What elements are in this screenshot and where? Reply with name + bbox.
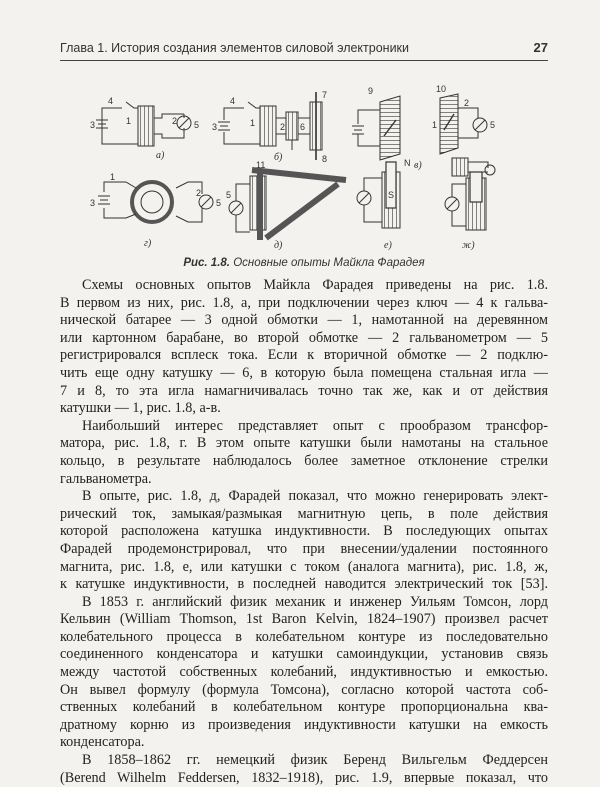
svg-text:3: 3: [212, 122, 218, 132]
text-line: гальванометра.: [60, 470, 152, 487]
chapter-title: Глава 1. История создания элементов силовой электроники: [60, 41, 410, 55]
svg-text:2: 2: [464, 98, 470, 108]
text-line: между частотой собственных колебаний, индуктивностью и емкостью.: [60, 664, 548, 681]
svg-text:6: 6: [300, 122, 306, 132]
panel-zh-diagram: [445, 172, 486, 230]
text-line: 7 и 8, то эта игла намагничивалась точно так же, как и от действия: [60, 382, 548, 399]
svg-text:4: 4: [108, 96, 114, 106]
caption-label: Рис. 1.8.: [183, 257, 230, 269]
svg-text:1: 1: [110, 172, 116, 182]
text-line: которой расположена катушка индуктивности. В последующих опытах: [60, 523, 548, 540]
text-line: Схемы основных опытов Майкла Фарадея приведены на рис. 1.8.: [82, 277, 548, 293]
svg-text:2: 2: [172, 116, 178, 126]
svg-text:2: 2: [196, 188, 202, 198]
text-line: катушки — 1, рис. 1.8, а-в.: [60, 400, 221, 417]
svg-text:1: 1: [126, 116, 132, 126]
svg-text:5: 5: [216, 198, 222, 208]
text-line: нической батарее — 3 одной обмотки — 1, намотанной на деревянном: [60, 312, 548, 329]
text-line: (Berend Wilhelm Feddersen, 1832–1918), рис. 1.9, впервые показал, что: [60, 769, 548, 786]
svg-text:3: 3: [90, 198, 96, 208]
panel-label-e: е): [384, 240, 392, 251]
text-line: В 1853 г. английский физик механик и инженер Уильям Томсон, лорд: [82, 593, 548, 610]
text-line: конденсатора.: [60, 734, 145, 751]
text-line: Наибольший интерес представляет опыт с прообразом трансфор-: [82, 417, 548, 434]
text-line: или картонном барабане, во второй обмотке — 2 гальванометром — 5: [60, 329, 548, 346]
svg-text:9: 9: [368, 86, 374, 96]
text-line: В 1858–1862 гг. немецкий физик Беренд Вильгельм Феддерсен: [82, 752, 548, 769]
panel-label-c: в): [414, 160, 422, 171]
faraday-diagram: [60, 68, 548, 254]
text-line: дратному корню из произведения индуктивности катушки на емкость: [60, 716, 548, 733]
text-line: соединенного конденсатора и катушки самоиндукции, установив связь: [60, 646, 548, 663]
svg-text:10: 10: [436, 84, 447, 94]
svg-text:5: 5: [194, 120, 200, 130]
page-number: 27: [533, 40, 548, 55]
text-line: чить еще одну катушку — 6, в которую была помещена стальная игла —: [60, 364, 548, 381]
svg-text:5: 5: [226, 190, 232, 200]
panel-label-b: б): [274, 152, 283, 163]
text-line: к катушке индуктивности, в последней наводится электрический ток [53].: [60, 576, 548, 593]
text-line: магнита, рис. 1.8, е, или катушки с током (аналога магнита), рис. 1.8, ж,: [60, 558, 548, 575]
text-line: рический ток, замыкая/размыкая магнитную цепь, в поле действия: [60, 505, 548, 522]
text-line: Фарадей продемонстрировал, что при внесении/удалении постоянного: [60, 540, 548, 557]
svg-text:8: 8: [322, 154, 328, 164]
panel-label-zh: ж): [462, 240, 475, 251]
svg-text:3: 3: [90, 120, 96, 130]
text-line: В опыте, рис. 1.8, д, Фарадей показал, что можно генерировать элект-: [82, 488, 548, 505]
panel-label-a: а): [156, 150, 165, 161]
svg-text:N: N: [404, 158, 411, 168]
svg-text:S: S: [388, 190, 395, 200]
figure-faraday-experiments: [60, 68, 548, 254]
text-line: В первом из них, рис. 1.8, а, при подключении через ключ — 4 к гальва-: [60, 294, 548, 311]
svg-text:11: 11: [256, 160, 266, 170]
svg-text:1: 1: [432, 120, 438, 130]
running-head: [60, 40, 548, 61]
body-text: [60, 277, 548, 787]
svg-text:1: 1: [250, 118, 256, 128]
caption-text: Основные опыты Майкла Фарадея: [233, 257, 425, 269]
text-line: Он вывел формулу (формула Томсона), согласно которой частота соб-: [60, 681, 548, 698]
panel-d-diagram: [229, 170, 346, 240]
figure-caption: [60, 257, 548, 269]
svg-text:2: 2: [280, 122, 286, 132]
svg-text:7: 7: [322, 90, 328, 100]
panel-label-g: г): [144, 238, 152, 249]
text-line: ственных колебаний в колебательном контуре пропорциональна ква-: [60, 699, 548, 716]
text-line: колебательного процесса в колебательном контуре из последовательно: [60, 628, 548, 645]
text-line: кольцо, в результате наблюдалось более заметное отклонение стрелки: [60, 452, 548, 469]
svg-text:4: 4: [230, 96, 236, 106]
text-line: регистрировался всплеск тока. Если к вторичной обмотке — 2 подклю-: [60, 347, 548, 364]
svg-text:5: 5: [490, 120, 496, 130]
text-line: Кельвин (William Thomson, 1st Baron Kelvin, 1824–1907) произвел расчет: [60, 611, 548, 628]
text-line: матора, рис. 1.8, г. В этом опыте катушки были намотаны на стальное: [60, 435, 548, 452]
panel-label-d: д): [274, 240, 283, 251]
